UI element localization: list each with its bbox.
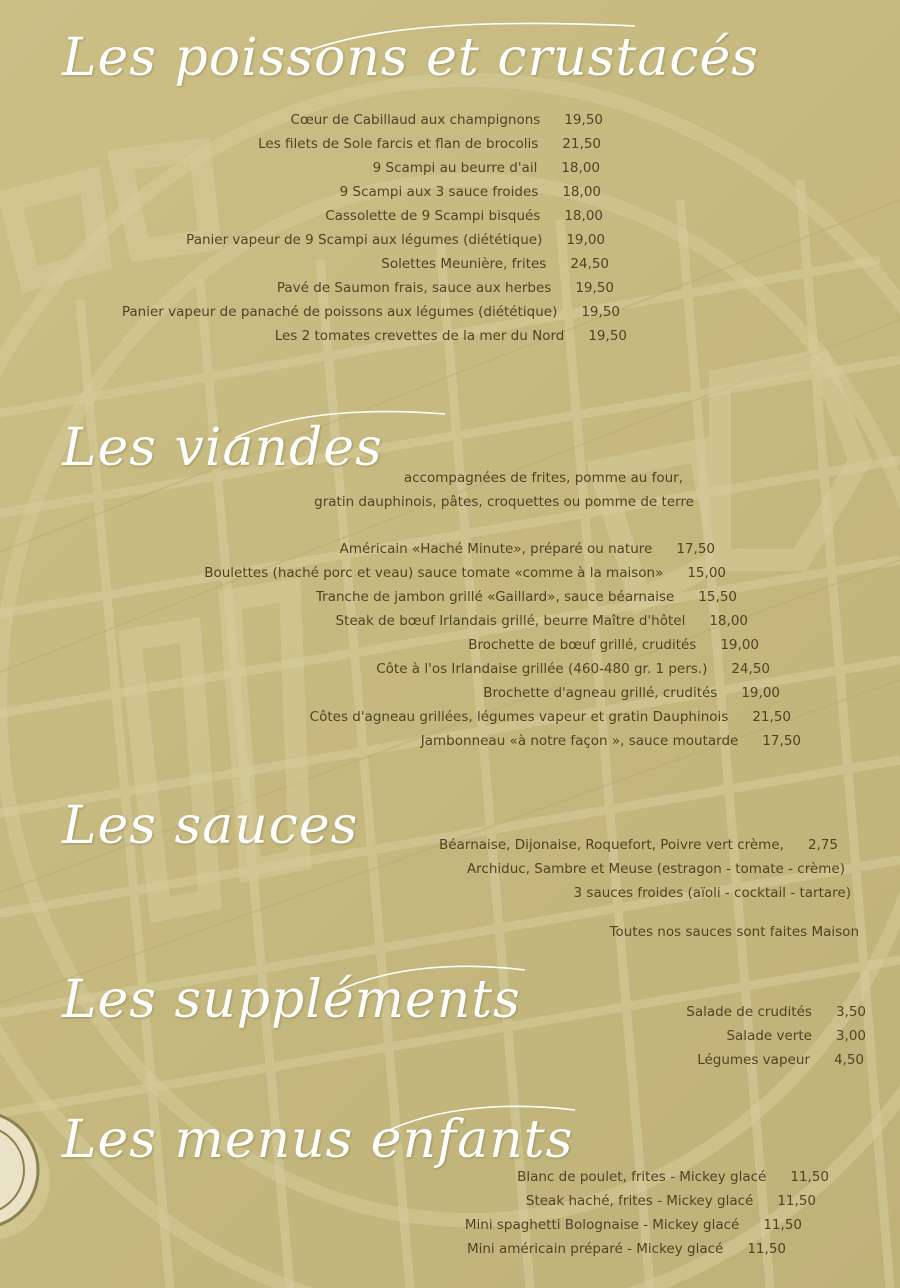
title-swash — [300, 18, 640, 58]
list-item: Mini spaghetti Bolognaise - Mickey glacé 11,50 — [464, 1217, 802, 1233]
viandes-intro-line2: gratin dauphinois, pâtes, croquettes ou pomme de terre — [314, 494, 694, 510]
list-item: Blanc de poulet, frites - Mickey glacé 11,50 — [517, 1169, 829, 1185]
sauces-line2: Archiduc, Sambre et Meuse (estragon - tomate - crème) — [466, 861, 845, 877]
list-item: Panier vapeur de 9 Scampi aux légumes (diététique) 19,00 — [186, 232, 605, 248]
list-item: Salade de crudités 3,50 — [686, 1004, 866, 1020]
title-swash — [380, 1098, 580, 1138]
list-item: Solettes Meunière, frites 24,50 — [381, 256, 609, 272]
list-item: Les 2 tomates crevettes de la mer du Nord 19,50 — [274, 328, 627, 344]
list-item: Pavé de Saumon frais, sauce aux herbes 19,50 — [276, 280, 614, 296]
list-item: 9 Scampi aux 3 sauce froides 18,00 — [339, 184, 601, 200]
title-swash — [230, 404, 450, 444]
list-item: Côte à l'os Irlandaise grillée (460-480 gr. 1 pers.) 24,50 — [376, 661, 770, 677]
viandes-intro-line1: accompagnées de frites, pomme au four, — [403, 470, 683, 486]
sauces-note: Toutes nos sauces sont faites Maison — [609, 924, 859, 940]
section-title-viandes: Les viandes — [62, 418, 383, 478]
list-item: Côtes d'agneau grillées, légumes vapeur et gratin Dauphinois 21,50 — [309, 709, 791, 725]
list-item: Brochette de bœuf grillé, crudités 19,00 — [468, 637, 759, 653]
title-swash — [330, 958, 530, 998]
list-item: Steak de bœuf Irlandais grillé, beurre Maître d'hôtel 18,00 — [335, 613, 748, 629]
list-item: Salade verte 3,00 — [726, 1028, 866, 1044]
list-item: Brochette d'agneau grillé, crudités 19,00 — [483, 685, 780, 701]
list-item: Les filets de Sole farcis et flan de brocolis 21,50 — [258, 136, 601, 152]
section-title-poissons: Les poissons et crustacés — [62, 28, 759, 88]
section-title-enfants: Les menus enfants — [62, 1110, 574, 1170]
list-item: Cœur de Cabillaud aux champignons 19,50 — [290, 112, 603, 128]
sauces-line3: 3 sauces froides (aïoli - cocktail - tartare) — [573, 885, 851, 901]
section-title-supplements: Les suppléments — [62, 970, 521, 1030]
list-item: Panier vapeur de panaché de poissons aux légumes (diététique) 19,50 — [121, 304, 620, 320]
section-title-sauces: Les sauces — [62, 796, 359, 856]
list-item: Américain «Haché Minute», préparé ou nature 17,50 — [339, 541, 715, 557]
list-item: 9 Scampi au beurre d'ail 18,00 — [372, 160, 600, 176]
list-item: Mini américain préparé - Mickey glacé 11,50 — [466, 1241, 786, 1257]
sauces-line1: Béarnaise, Dijonaise, Roquefort, Poivre vert crème, 2,75 — [439, 837, 838, 853]
list-item: Légumes vapeur 4,50 — [697, 1052, 864, 1068]
list-item: Steak haché, frites - Mickey glacé 11,50 — [525, 1193, 816, 1209]
corner-seal-decoration — [0, 1110, 50, 1230]
list-item: Jambonneau «à notre façon », sauce moutarde 17,50 — [420, 733, 801, 749]
list-item: Tranche de jambon grillé «Gaillard», sauce béarnaise 15,50 — [315, 589, 737, 605]
list-item: Boulettes (haché porc et veau) sauce tomate «comme à la maison» 15,00 — [204, 565, 726, 581]
list-item: Cassolette de 9 Scampi bisqués 18,00 — [325, 208, 603, 224]
